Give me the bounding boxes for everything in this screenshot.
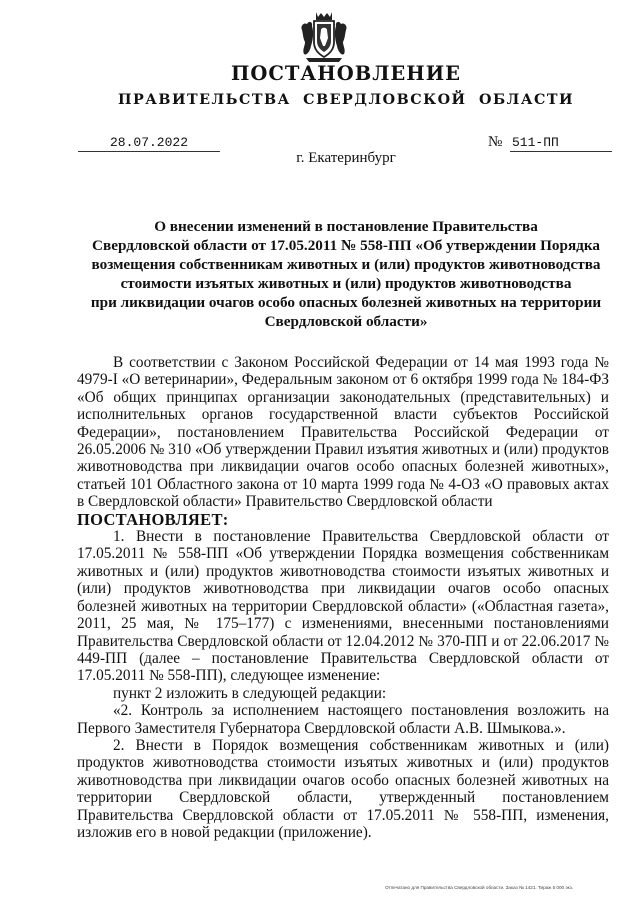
heading-line: возмещения собственникам животных и (или) продуктов животноводства bbox=[91, 256, 601, 273]
resolution-heading bbox=[60, 217, 632, 331]
heading-line: при ликвидации очагов особо опасных болезней животных на территории bbox=[90, 294, 602, 311]
item-2-paragraph: 2. Внести в Порядок возмещения собственникам животных и (или) продуктов животноводства стоимости изъятых животных и (или) продуктов животноводства при ликвидации очагов особо опасных болезней животных на территории Свердловской области, утвержденный постановлением Правительства Свердловской области от 17.05.2011 № 558-ПП, изменения, изложив его в новой редакции (приложение). bbox=[77, 736, 609, 841]
heading-line: Свердловской области от 17.05.2011 № 558-ПП «Об утверждении Порядка bbox=[92, 237, 600, 254]
city-name: г. Екатеринбург bbox=[296, 150, 396, 166]
resolution-body bbox=[77, 354, 609, 841]
item-1-sub-paragraph: пункт 2 изложить в следующей редакции: bbox=[113, 684, 387, 702]
coat-of-arms-emblem bbox=[296, 8, 352, 64]
decree-word: ПОСТАНОВЛЯЕТ: bbox=[77, 509, 229, 529]
heading-line: О внесении изменений в постановление Правительства bbox=[154, 218, 538, 235]
document-title: ПОСТАНОВЛЕНИЕ bbox=[230, 62, 462, 85]
document-number: 511-ПП bbox=[510, 135, 612, 152]
number-sign: № bbox=[488, 134, 503, 150]
item-1-quote-paragraph: «2. Контроль за исполнением настоящего постановления возложить на Первого Заместителя Губернатора Свердловской области А.В. Шмыкова.». bbox=[77, 702, 609, 737]
heading-line: Свердловской области» bbox=[264, 313, 428, 330]
heading-line: стоимости изъятых животных и (или) продуктов животноводства bbox=[120, 275, 572, 292]
document-date: 28.07.2022 bbox=[78, 135, 220, 152]
item-1-paragraph: 1. Внести в постановление Правительства Свердловской области от 17.05.2011 № 558-ПП «Об утверждении Порядка возмещения собственникам животных и (или) продуктов животноводства стоимости изъятых животных и (или) продуктов животноводства при ликвидации очагов особо опасных болезней животных на территории Свердловской области» («Областная газета», 2011, 25 мая, № 175–177) с изменениями, внесенными постановлениями Правительства Свердловской области от 12.04.2012 № 370-ПП и от 22.06.2017 № 449-ПП (далее – постановление Правительства Свердловской области от 17.05.2011 № 558-ПП), следующее изменение: bbox=[77, 528, 609, 685]
document-subtitle: ПРАВИТЕЛЬСТВА СВЕРДЛОВСКОЙ ОБЛАСТИ bbox=[118, 92, 574, 108]
intro-paragraph: В соответствии с Законом Российской Федерации от 14 мая 1993 года № 4979-I «О ветеринарии», Федеральным законом от 6 октября 1999 года № 184-ФЗ «Об общих принципах организации законодательных (представительных) и исполнительных органов государственной власти субъектов Российской Федерации», постановлением Правительства Российской Федерации от 26.05.2006 № 310 «Об утверждении Правил изъятия животных и (или) продуктов животноводства при ликвидации очагов особо опасных болезней животных», статьей 101 Областного закона от 10 марта 1999 года № 4-ОЗ «О правовых актах в Свердловской области» Правительство Свердловской области bbox=[77, 354, 609, 511]
print-footer: Отпечатано для Правительства Свердловской области. Заказ № 1421. Тираж 5 000 экз. bbox=[385, 885, 574, 890]
